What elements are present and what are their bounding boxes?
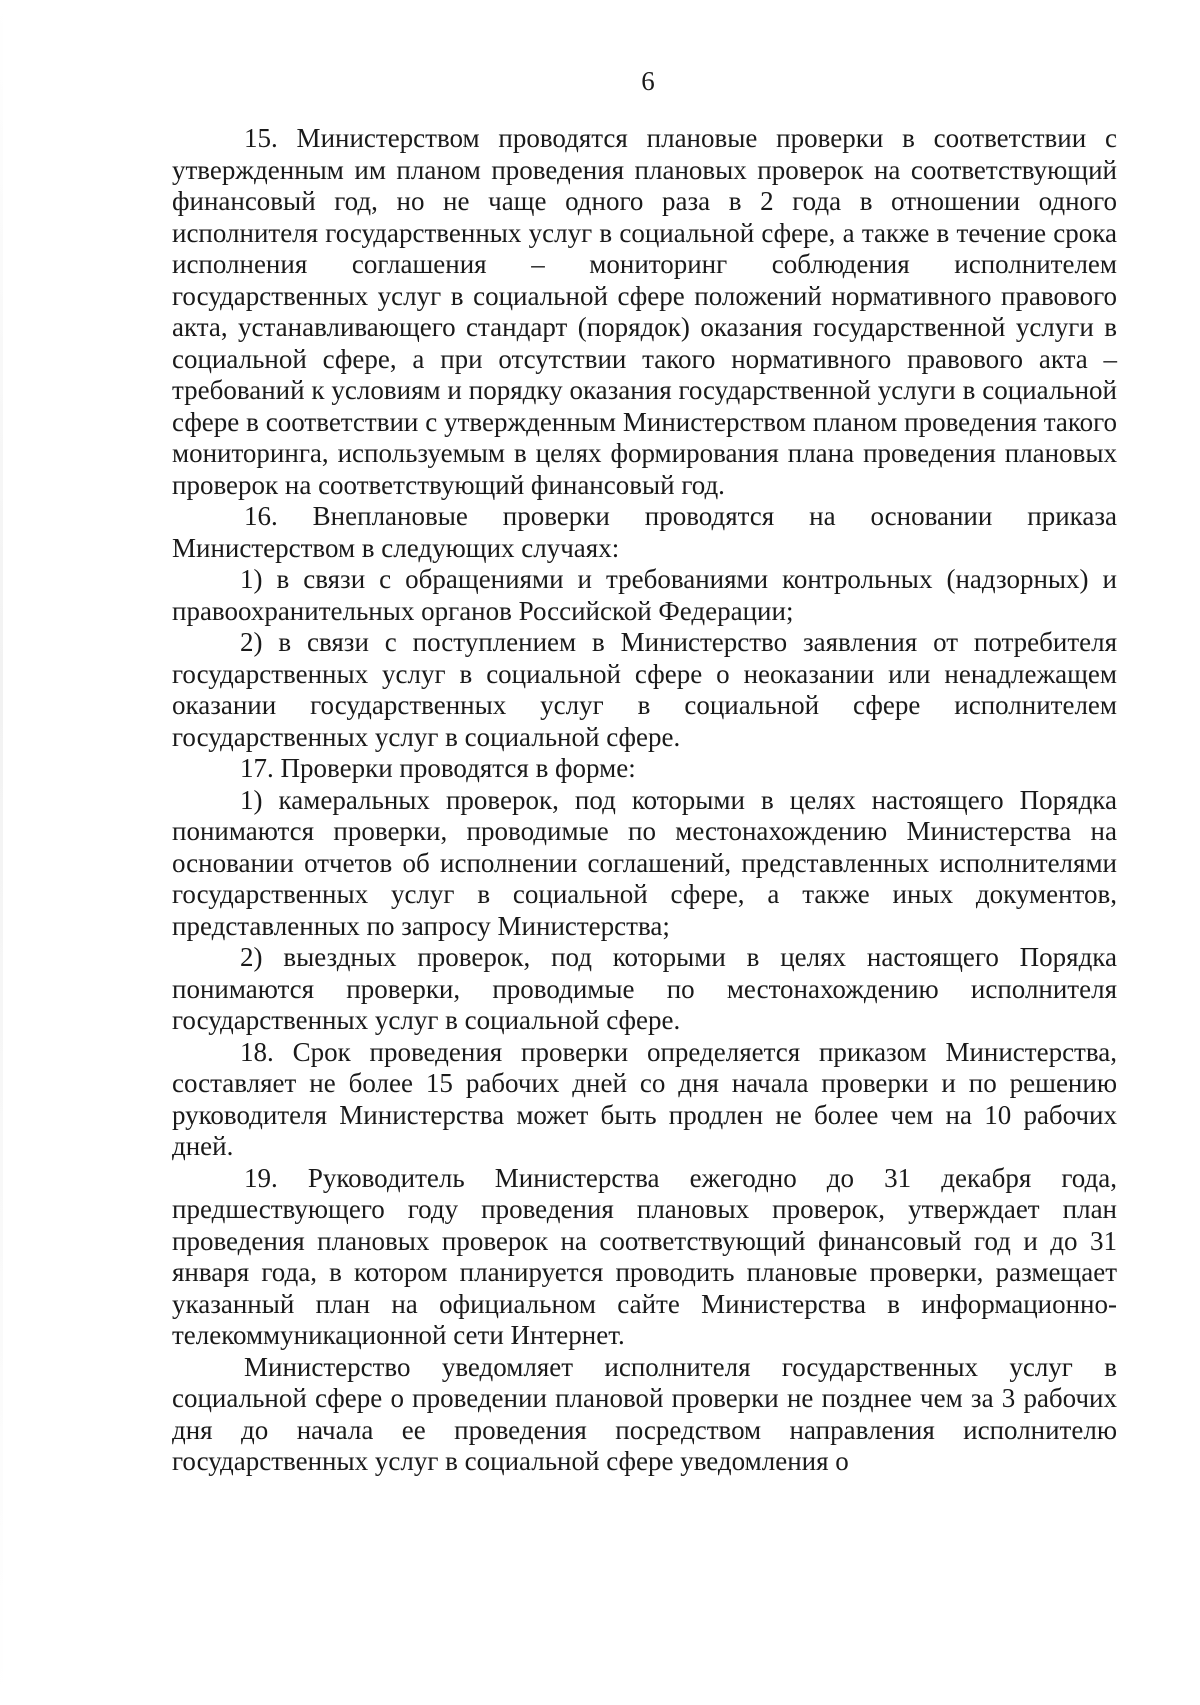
document-body bbox=[172, 123, 1117, 1478]
paragraph-15: 15. Министерством проводятся плановые проверки в соответствии с утвержденным им планом проведения плановых проверок на соответствующий финансовый год, но не чаще одного раза в 2 года в отношении одного исполнителя государственных услуг в социальной сфере, а также в течение срока исполнения соглашения – мониторинг соблюдения исполнителем государственных услуг в социальной сфере положений нормативного правового акта, устанавливающего стандарт (порядок) оказания государственной услуги в социальной сфере, а при отсутствии такого нормативного правового акта – требований к условиям и порядку оказания государственной услуги в социальной сфере в соответствии с утвержденным Министерством планом проведения такого мониторинга, используемым в целях формирования плана проведения плановых проверок на соответствующий финансовый год. bbox=[172, 123, 1117, 500]
paragraph-17-item-2: 2) выездных проверок, под которыми в целях настоящего Порядка понимаются проверки, проводимые по местонахождению исполнителя государственных услуг в социальной сфере. bbox=[172, 942, 1117, 1035]
paragraph-16: 16. Внеплановые проверки проводятся на основании приказа Министерством в следующих случаях: bbox=[172, 501, 1117, 563]
paragraph-16-item-1: 1) в связи с обращениями и требованиями контрольных (надзорных) и правоохранительных органов Российской Федерации; bbox=[172, 564, 1117, 626]
page-number: 6 bbox=[641, 66, 655, 96]
paragraph-19: 19. Руководитель Министерства ежегодно до 31 декабря года, предшествующего году проведения плановых проверок, утверждает план проведения плановых проверок на соответствующий финансовый год и до 31 января года, в котором планируется проводить плановые проверки, размещает указанный план на официальном сайте Министерства в информационно-телекоммуникационной сети Интернет. bbox=[172, 1162, 1117, 1350]
scan-edge bbox=[0, 0, 3, 1705]
paragraph-17-item-1: 1) камеральных проверок, под которыми в целях настоящего Порядка понимаются проверки, проводимые по местонахождению Министерства на основании отчетов об исполнении соглашений, представленных исполнителями государственных услуг в социальной сфере, а также иных документов, представленных по запросу Министерства; bbox=[172, 784, 1117, 941]
paragraph-17: 17. Проверки проводятся в форме: bbox=[240, 753, 636, 783]
paragraph-19-notice: Министерство уведомляет исполнителя государственных услуг в социальной сфере о проведении плановой проверки не позднее чем за 3 рабочих дня до начала ее проведения посредством направления исполнителю государственных услуг в социальной сфере уведомления о bbox=[172, 1351, 1117, 1476]
paragraph-18: 18. Срок проведения проверки определяется приказом Министерства, составляет не более 15 рабочих дней со дня начала проверки и по решению руководителя Министерства может быть продлен не более чем на 10 рабочих дней. bbox=[172, 1036, 1117, 1161]
paragraph-16-item-2: 2) в связи с поступлением в Министерство заявления от потребителя государственных услуг в социальной сфере о неоказании или ненадлежащем оказании государственных услуг в социальной сфере исполнителем государственных услуг в социальной сфере. bbox=[172, 627, 1117, 752]
